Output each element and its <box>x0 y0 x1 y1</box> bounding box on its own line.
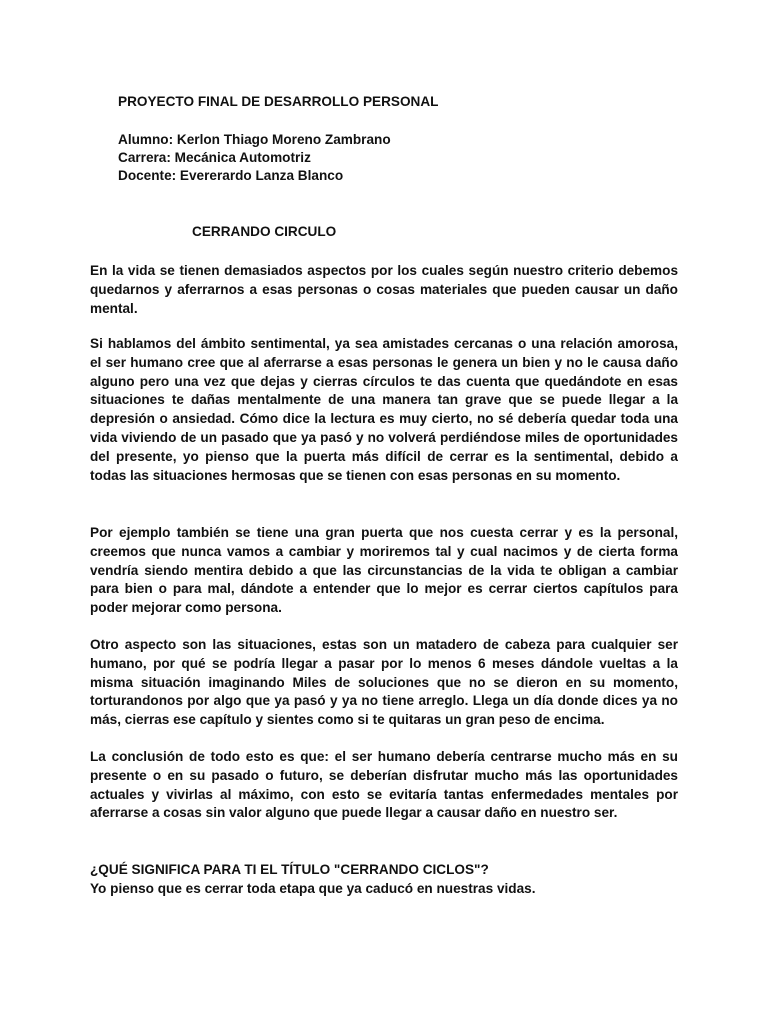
paragraph-1: En la vida se tienen demasiados aspectos por los cuales según nuestro criterio debemos quedarnos y aferrarnos a esas personas o cosas materiales que pueden causar un daño mental. <box>90 263 678 316</box>
essay-title: CERRANDO CIRCULO <box>192 224 337 239</box>
career: Carrera: Mecánica Automotriz <box>118 150 311 165</box>
student-name: Alumno: Kerlon Thiago Moreno Zambrano <box>118 132 391 147</box>
paragraph-2: Si hablamos del ámbito sentimental, ya sea amistades cercanas o una relación amorosa, el ser humano cree que al aferrarse a esas personas le genera un bien y no le causa daño alguno pero una vez que dejas y cierras círculos te das cuenta que quedándote en esas situaciones te dañas mentalmente de una manera tan grave que se puede llegar a la depresión o ansiedad. Cómo dice la lectura es muy cierto, no sé debería quedar toda una vida viviendo de un pasado que ya pasó y no volverá perdiéndose miles de oportunidades del presente, yo pienso que la puerta más difícil de cerrar es la sentimental, debido a todas las situaciones hermosas que se tienen con esas personas en su momento. <box>90 336 678 483</box>
teacher: Docente: Evererardo Lanza Blanco <box>118 168 344 183</box>
paragraph-3: Por ejemplo también se tiene una gran puerta que nos cuesta cerrar y es la personal, creemos que nunca vamos a cambiar y moriremos tal y cual nacimos y de cierta forma vendría siendo mentira debido a que las circunstancias de la vida te obligan a cambiar para bien o para mal, dándote a entender que lo mejor es cerrar ciertos capítulos para poder mejorar como persona. <box>90 525 678 616</box>
project-title: PROYECTO FINAL DE DESARROLLO PERSONAL <box>118 94 439 109</box>
question: ¿QUÉ SIGNIFICA PARA TI EL TÍTULO "CERRANDO CICLOS"? <box>90 862 489 877</box>
answer: Yo pienso que es cerrar toda etapa que ya caducó en nuestras vidas. <box>90 881 536 896</box>
paragraph-4: Otro aspecto son las situaciones, estas son un matadero de cabeza para cualquier ser humano, por qué se podría llegar a pasar por lo menos 6 meses dándole vueltas a la misma situación imaginando Miles de soluciones que no se dieron en su momento, torturandonos por algo que ya pasó y ya no tiene arreglo. Llega un día donde dices ya no más, cierras ese capítulo y sientes como si te quitaras un gran peso de encima. <box>90 637 678 728</box>
paragraph-5: La conclusión de todo esto es que: el ser humano debería centrarse mucho más en su presente o en su pasado o futuro, se deberían disfrutar mucho más las oportunidades actuales y vivirlas al máximo, con esto se evitaría tantas enfermedades mentales por aferrarse a cosas sin valor alguno que puede llegar a causar daño en nuestro ser. <box>90 749 678 821</box>
